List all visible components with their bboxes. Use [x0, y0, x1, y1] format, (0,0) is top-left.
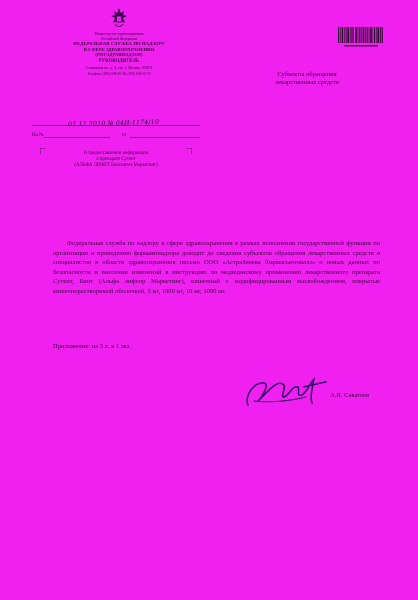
corner-bracket-icon [40, 148, 46, 154]
phone-line: Телефон: (495) 698 45 38; (495) 698 15 74 [87, 72, 151, 76]
handwritten-signature [240, 367, 330, 413]
subject-line: (АЛЬФА ЛИФЕТ Биосинтез Маркетинг) [74, 163, 158, 168]
barcode-icon [336, 21, 386, 49]
addressee-line: Субъекты обращения [277, 71, 337, 78]
number-label: На № [32, 133, 44, 138]
date-label: от [122, 133, 127, 138]
letter-body: Федеральная служба по надзору в сфере здравоохранения в рамках исполнения государственной функции по организации и проведению фармаконадзора доводит до сведения субъектов обращения лекарственных средств и специалистов в области здравоохранения письмо ООО «АстраЗенека Фармасьютикалз» о новых данных по безопасности и внесении изменений в инструкцию по медицинскому применению лекарственного препарата Сутент, Бинт (Альфа лифеир Маркетинг), кишечный с модифицированным высвобождением, покрытые кишечнорастворимой оболочкой, 5 мг, 1000 мг, 10 мг, 1000 мг. [53, 240, 380, 295]
ministry-name-line: Российской Федерации [101, 36, 137, 41]
head-title: РУКОВОДИТЕЛЬ [98, 59, 140, 65]
subject-line: о препарате Сутент [96, 157, 136, 162]
subject-line: О предоставлении информации [83, 151, 149, 156]
ministry-name-line: Министерство здравоохранения [94, 32, 144, 36]
addressee-block [248, 71, 366, 87]
corner-bracket-icon [186, 148, 192, 154]
signer-name: А.В. Саватеев [330, 392, 370, 399]
handwritten-reference: 07.12.2010 № 04И-1174/10 [67, 118, 160, 129]
reference-date-number-row [32, 119, 202, 127]
reference-incoming-row [32, 131, 202, 139]
letterhead [34, 8, 204, 77]
agency-name-line: (РОСЗДРАВНАДЗОР) [95, 52, 143, 57]
subject-block [50, 151, 182, 169]
addressee-line: лекарственных средств [274, 79, 340, 86]
attachment-note: Приложение: на 3 л. в 1 экз. [53, 343, 131, 350]
coat-of-arms-icon [109, 8, 129, 30]
agency-name-line: В СФЕРЕ ЗДРАВООХРАНЕНИЯ [83, 46, 155, 52]
address-line: Славянская пл., д. 4, стр. 1, Москва, 109074 [85, 66, 153, 71]
agency-name-line: ФЕДЕРАЛЬНАЯ СЛУЖБА ПО НАДЗОРУ [73, 41, 165, 47]
